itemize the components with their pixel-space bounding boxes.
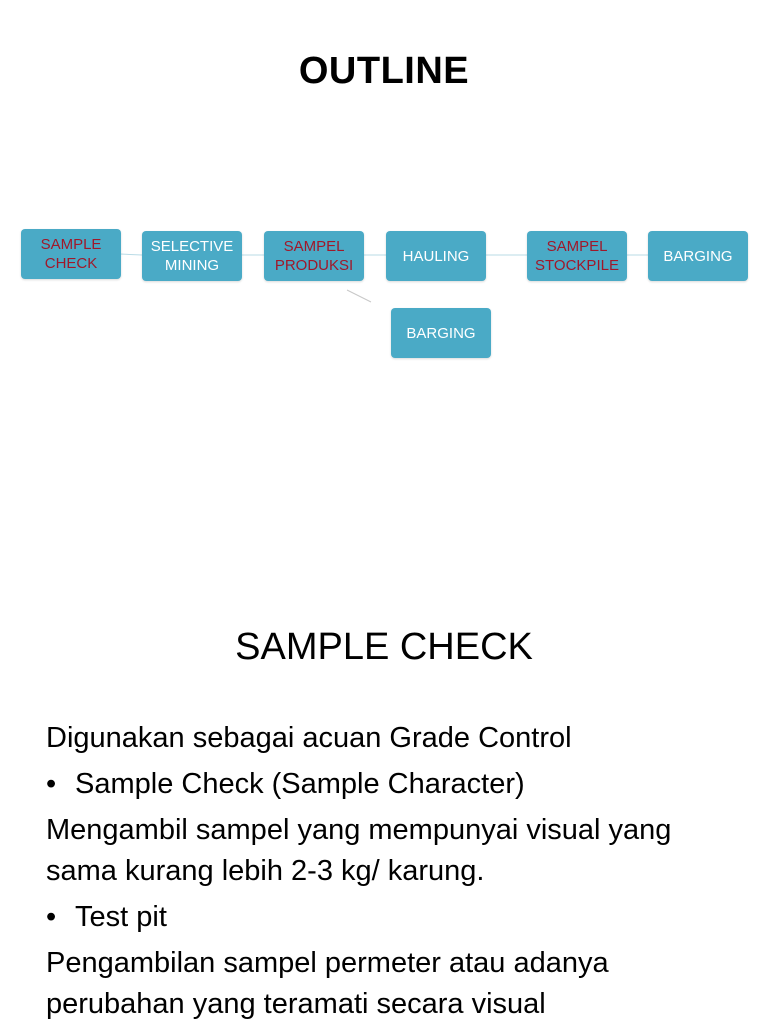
intro-paragraph: Digunakan sebagai acuan Grade Control (46, 722, 572, 754)
body-paragraph: Pengambilan sampel permeter atau adanya perubahan yang teramati secara visual (46, 947, 609, 1020)
sample-check-title: SAMPLE CHECK (235, 626, 533, 668)
flow-box-sampel-stockpile: SAMPEL STOCKPILE (527, 231, 627, 281)
flow-box-selective-mining: SELECTIVE MINING (142, 231, 242, 281)
bullet-item: • Sample Check (Sample Character) (46, 764, 746, 805)
flow-box-sampel-produksi: SAMPEL PRODUKSI (264, 231, 364, 281)
sample-check-slide (0, 560, 768, 1024)
flow-box-hauling: HAULING (386, 231, 486, 281)
slide-body (46, 718, 746, 1030)
connector-line (120, 254, 142, 255)
connector-line-branch (347, 290, 371, 302)
outline-title: OUTLINE (298, 50, 470, 92)
flow-box-barging-branch: BARGING (391, 308, 491, 358)
body-paragraph: Mengambil sampel yang mempunyai visual yang sama kurang lebih 2-3 kg/ karung. (46, 814, 672, 887)
bullet-item: • Test pit (46, 897, 746, 938)
flow-box-sample-check: SAMPLE CHECK (21, 229, 121, 279)
flow-box-barging-end: BARGING (648, 231, 748, 281)
